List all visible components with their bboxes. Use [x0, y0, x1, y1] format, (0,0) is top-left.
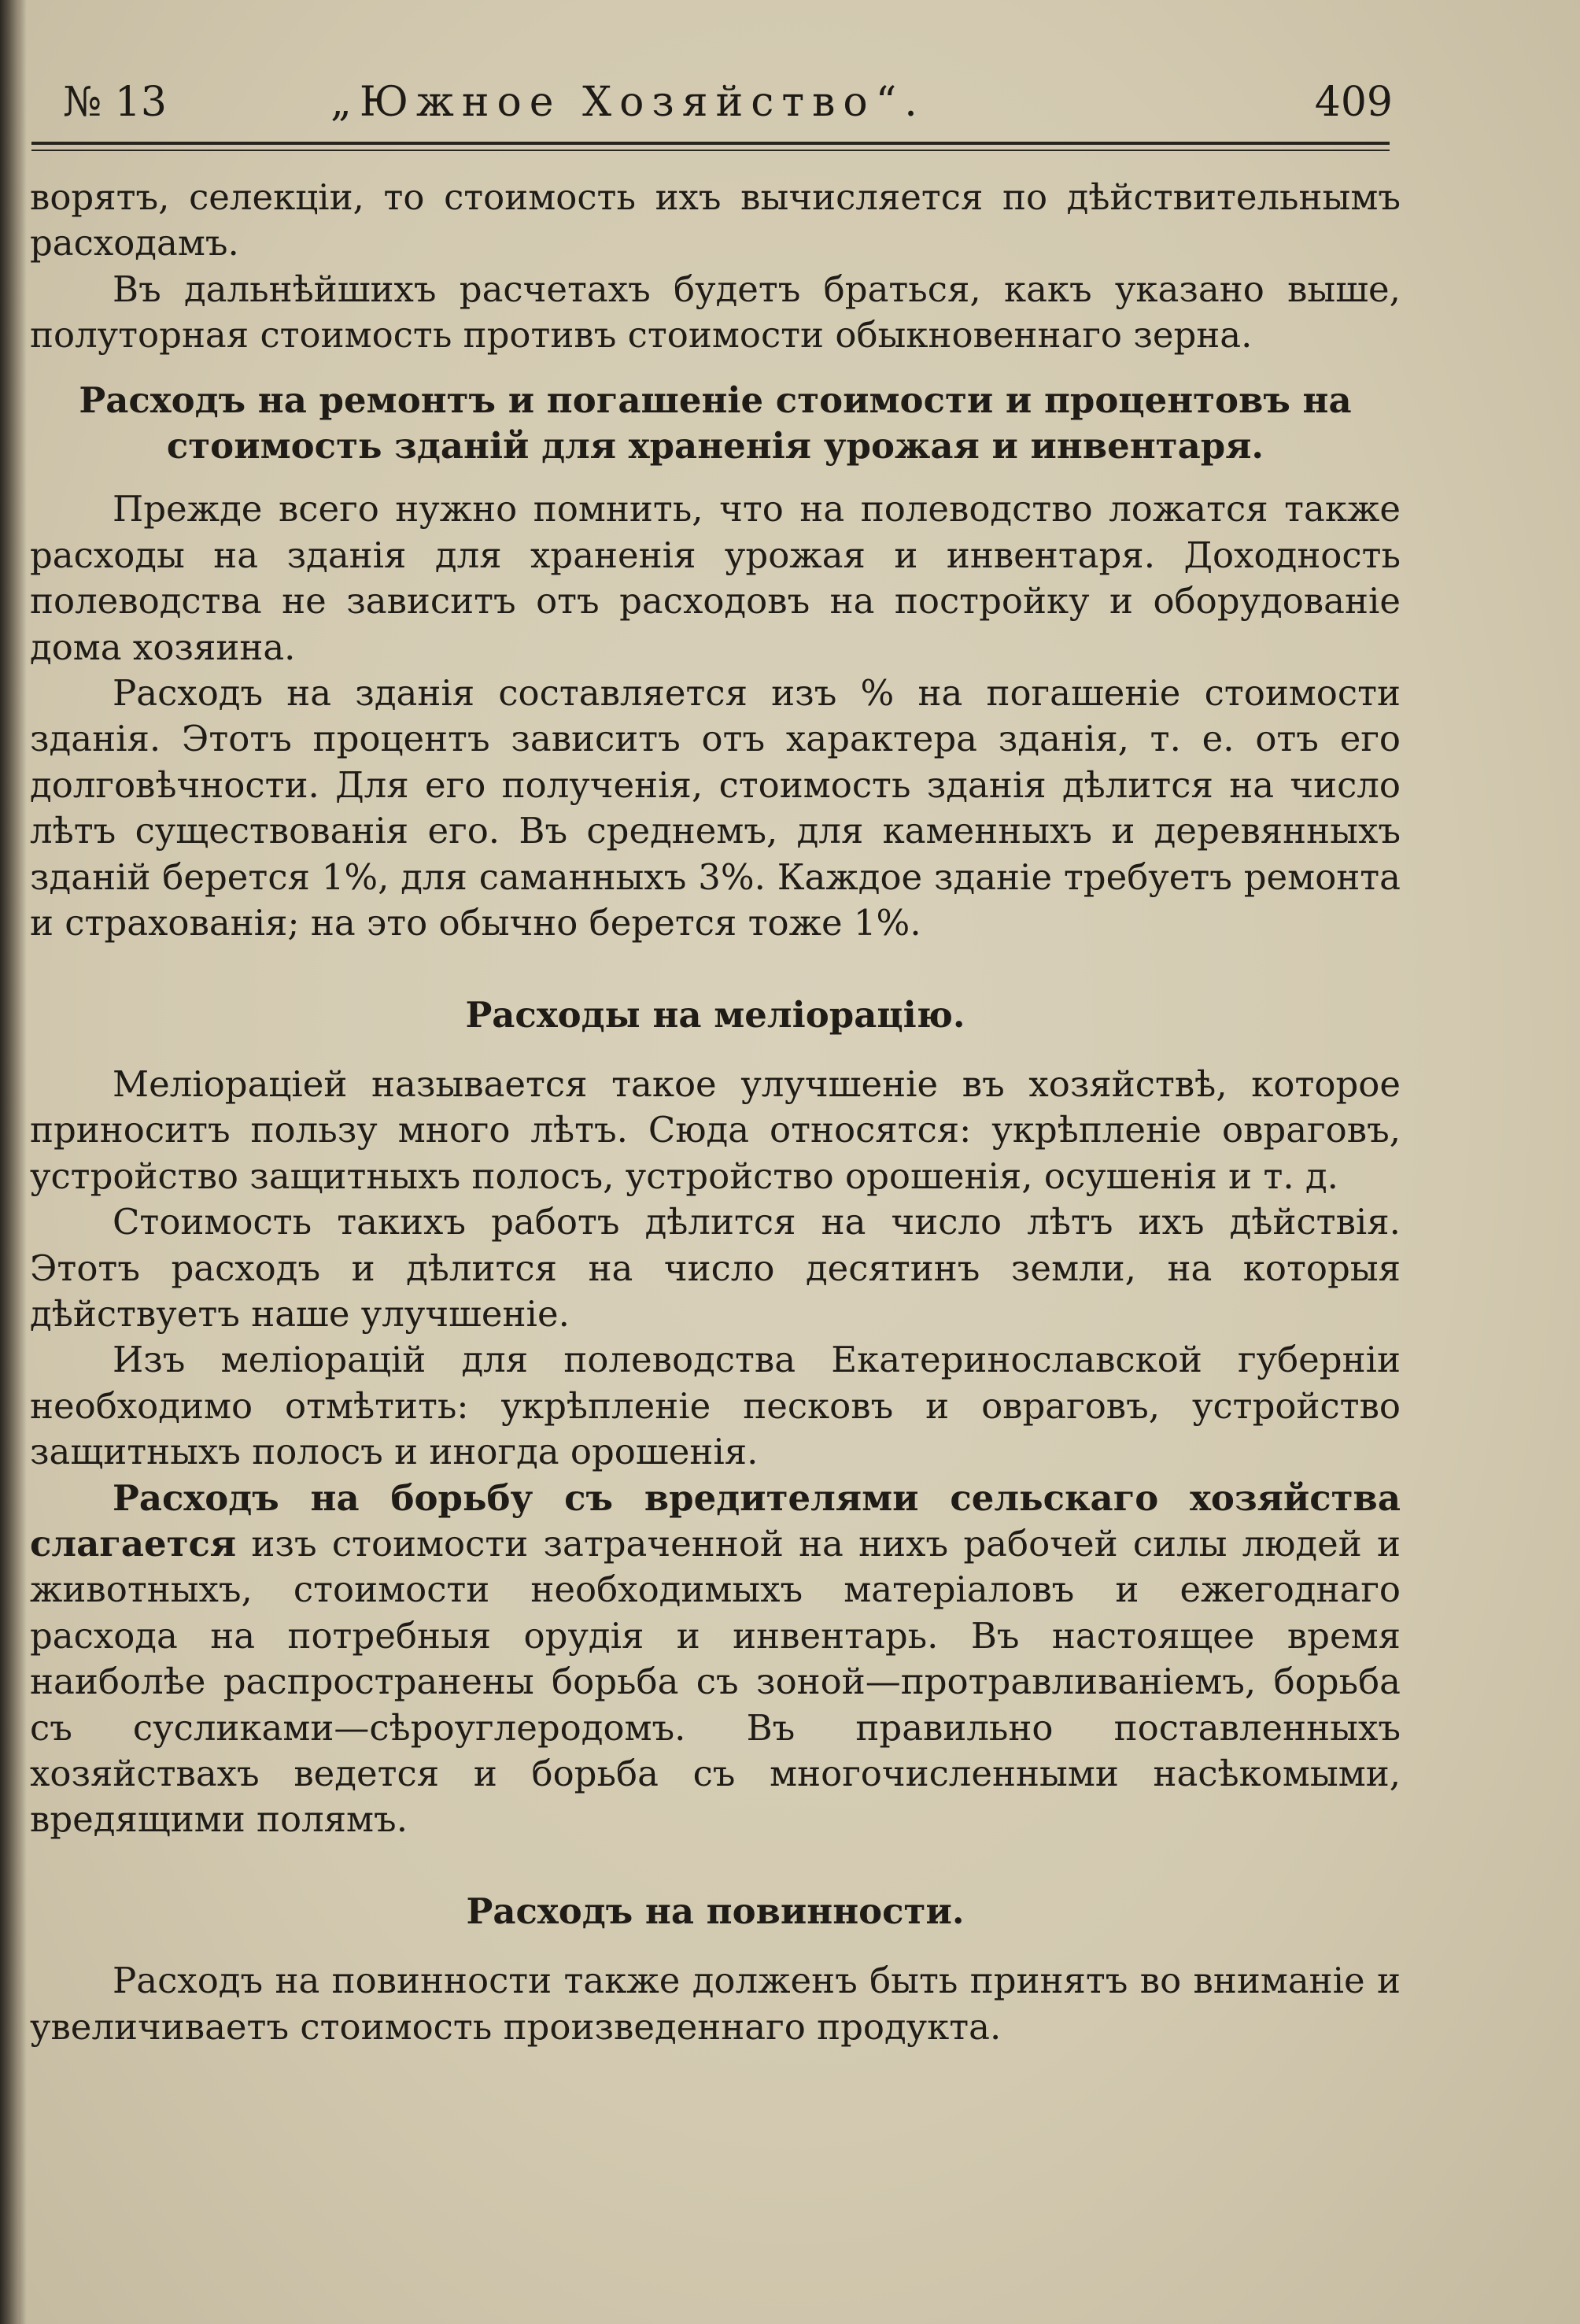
article-body: [30, 175, 1401, 2050]
binding-shadow: [19, 0, 27, 2324]
paragraph: Прежде всего нужно помнить, что на полеводство ложатся также расходы на зданія для храненія урожая и инвентаря. Доходность полеводства не зависитъ отъ расходовъ на постройку и оборудованіе дома хозяина.: [30, 488, 1401, 668]
paragraph: Расходъ на повинности также долженъ быть принятъ во вниманіе и увеличиваетъ стоимость произведеннаго продукта.: [30, 1960, 1401, 2048]
inline-heading: Расходъ на борьбу съ вредителями сельскаго хозяйства слагается: [30, 1476, 1401, 1565]
paragraph: [30, 1476, 1401, 1843]
header-rule-thin: [31, 150, 1390, 151]
paragraph: Въ дальнѣйшихъ расчетахъ будетъ браться, какъ указано выше, полуторная стоимость противъ стоимости обыкновеннаго зерна.: [30, 268, 1401, 357]
issue-number: № 13: [63, 79, 167, 126]
paragraph: Стоимость такихъ работъ дѣлится на число лѣтъ ихъ дѣйствія. Этотъ расходъ и дѣлится на число десятинъ земли, на которыя дѣйствуетъ наше улучшеніе.: [30, 1201, 1401, 1335]
book-binding: [0, 0, 19, 2324]
section-heading: Расходъ на ремонтъ и погашеніе стоимости и процентовъ на стоимость зданій для храненія урожая и инвентаря.: [79, 379, 1352, 467]
paragraph: Меліораціей называется такое улучшеніе въ хозяйствѣ, которое приноситъ пользу много лѣтъ. Сюда относятся: укрѣпленіе овраговъ, устройство защитныхъ полосъ, устройство орошенія, осушенія и т. д.: [30, 1062, 1401, 1197]
paragraph-text: изъ стоимости затраченной на нихъ рабочей силы людей и животныхъ, стоимости необходимыхъ матеріаловъ и ежегоднаго расхода на потребныя орудія и инвентарь. Въ настоящее время наиболѣе распространены борьба съ зоной—протравливаніемъ, борьба съ сусликами—сѣроуглеродомъ. Въ правильно поставленныхъ хозяйствахъ ведется и борьба съ многочисленными насѣкомыми, вредящими полямъ.: [30, 1522, 1401, 1841]
running-header: [63, 79, 1393, 142]
paragraph: ворятъ, селекціи, то стоимость ихъ вычисляется по дѣйствительнымъ расходамъ.: [30, 176, 1401, 264]
journal-title: „Южное Хозяйство“.: [330, 79, 925, 126]
section-heading: Расходы на меліорацію.: [465, 993, 965, 1036]
paragraph: Расходъ на зданія составляется изъ % на погашеніе стоимости зданія. Этотъ процентъ зависитъ отъ характера зданія, т. е. отъ его долговѣчности. Для его полученія, стоимость зданія дѣлится на число лѣтъ существованія его. Въ среднемъ, для каменныхъ и деревянныхъ зданій берется 1%, для саманныхъ 3%. Каждое зданіе требуетъ ремонта и страхованія; на это обычно берется тоже 1%.: [30, 672, 1401, 944]
paragraph: Изъ меліорацій для полеводства Екатеринославской губерніи необходимо отмѣтить: укрѣпленіе песковъ и овраговъ, устройство защитныхъ полосъ и иногда орошенія.: [30, 1339, 1401, 1473]
section-heading: Расходъ на повинности.: [466, 1890, 965, 1932]
header-rule: [31, 142, 1390, 145]
page-number: 409: [1314, 79, 1393, 126]
